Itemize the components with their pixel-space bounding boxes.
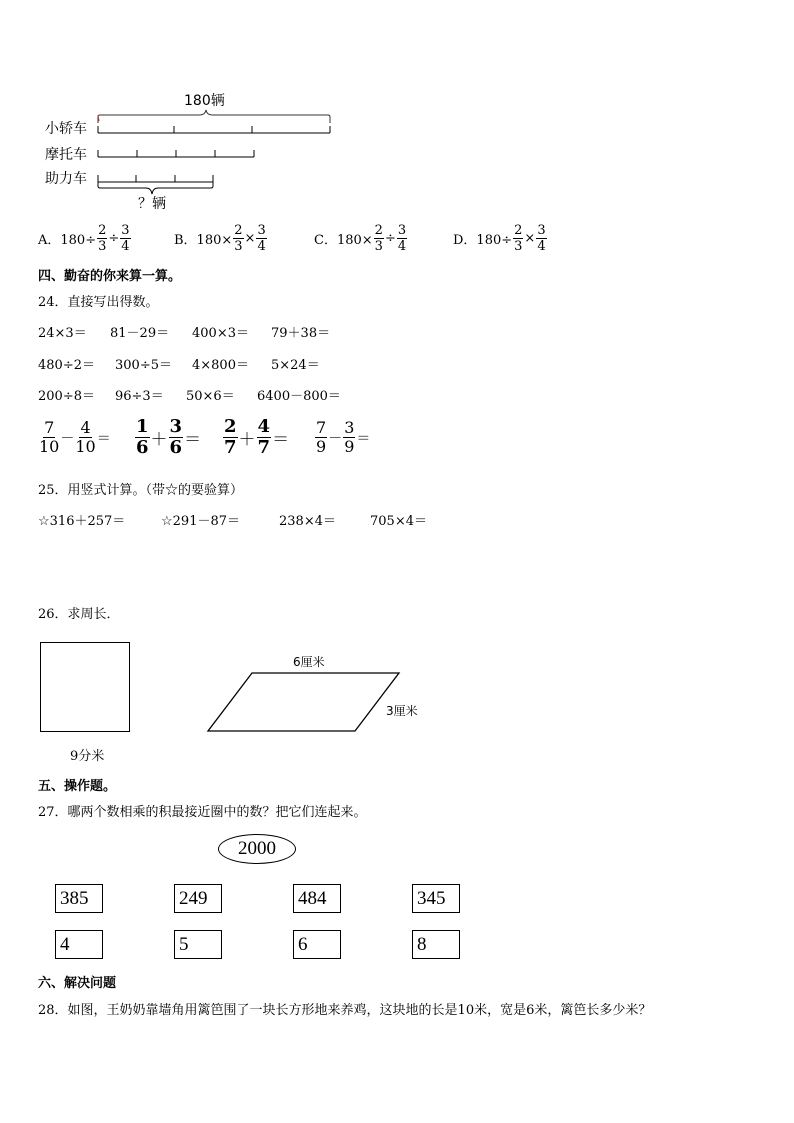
factor-box-top[interactable]: 484 — [293, 884, 341, 913]
option-c[interactable]: C．180× $\frac{2}{3}$ ÷ $\frac{3}{4}$ — [314, 223, 407, 254]
q28-title: 28．如图，王奶奶靠墙角用篱笆围了一块长方形地来养鸡，这块地的长是10米，宽是6米，篱笆长多少米？ — [38, 1003, 652, 1018]
calc-item: 200÷8＝ — [38, 389, 95, 404]
column-calc-item: 705×4＝ — [370, 514, 427, 529]
calc-item: 4×800＝ — [192, 358, 249, 373]
factor-box-bottom[interactable]: 4 — [55, 930, 103, 959]
option-a[interactable]: A．180÷ $\frac{2}{3}$ ÷ $\frac{3}{4}$ — [38, 223, 130, 254]
fraction-expr: $\frac{2}{7}$ ＋ $\frac{4}{7}$ ＝ — [224, 416, 290, 458]
factor-box-top[interactable]: 249 — [174, 884, 222, 913]
factor-box-bottom[interactable]: 5 — [174, 930, 222, 959]
target-number-oval: 2000 — [218, 834, 296, 864]
bar-diagram-lines — [0, 0, 400, 215]
fraction-expr: $\frac{7}{9}$ － $\frac{3}{9}$ ＝ — [316, 418, 371, 456]
factor-box-top[interactable]: 345 — [412, 884, 460, 913]
q24-title: 24．直接写出得数。 — [38, 295, 159, 310]
option-b[interactable]: B．180× $\frac{2}{3}$ × $\frac{3}{4}$ — [174, 223, 266, 254]
factor-box-top[interactable]: 385 — [55, 884, 103, 913]
calc-item: 24×3＝ — [38, 326, 87, 341]
row-label-moped: 助力车 — [45, 171, 87, 187]
row-label-motorbike: 摩托车 — [45, 147, 87, 163]
q27-title: 27．哪两个数相乘的积最接近圈中的数？把它们连起来。 — [38, 805, 367, 820]
q26-title: 26．求周长． — [38, 607, 120, 622]
column-calc-item: ☆316＋257＝ — [38, 514, 126, 529]
total-label: 180辆 — [184, 93, 225, 109]
calc-item: 79＋38＝ — [271, 326, 331, 341]
q25-title: 25．用竖式计算。（带☆的要验算） — [38, 483, 244, 498]
section4-title: 四、勤奋的你来算一算。 — [38, 269, 182, 284]
square-figure — [40, 642, 130, 732]
row-label-car: 小轿车 — [45, 121, 87, 137]
calc-item: 96÷3＝ — [115, 389, 164, 404]
column-calc-item: ☆291－87＝ — [161, 514, 241, 529]
fraction-expr: $\frac{1}{6}$ ＋ $\frac{3}{6}$ ＝ — [136, 416, 202, 458]
parallelogram-top-label: 6厘米 — [293, 655, 325, 669]
fraction-expr: $\frac{7}{10}$ － $\frac{4}{10}$ ＝ — [39, 418, 111, 456]
factor-box-bottom[interactable]: 6 — [293, 930, 341, 959]
square-side-label: 9分米 — [70, 749, 105, 764]
calc-item: 480÷2＝ — [38, 358, 95, 373]
calc-item: 5×24＝ — [271, 358, 320, 373]
column-calc-item: 238×4＝ — [279, 514, 336, 529]
calc-item: 6400－800＝ — [257, 389, 341, 404]
calc-item: 81－29＝ — [110, 326, 170, 341]
section6-title: 六、解决问题 — [38, 976, 117, 991]
factor-box-bottom[interactable]: 8 — [412, 930, 460, 959]
parallelogram-side-label: 3厘米 — [386, 704, 418, 718]
section5-title: 五、操作题。 — [38, 779, 117, 794]
option-d[interactable]: D．180÷ $\frac{2}{3}$ × $\frac{3}{4}$ — [453, 223, 546, 254]
calc-item: 50×6＝ — [186, 389, 235, 404]
calc-item: 300÷5＝ — [115, 358, 172, 373]
calc-item: 400×3＝ — [192, 326, 249, 341]
question-label: ？辆 — [138, 196, 166, 212]
parallelogram-figure — [205, 670, 405, 736]
